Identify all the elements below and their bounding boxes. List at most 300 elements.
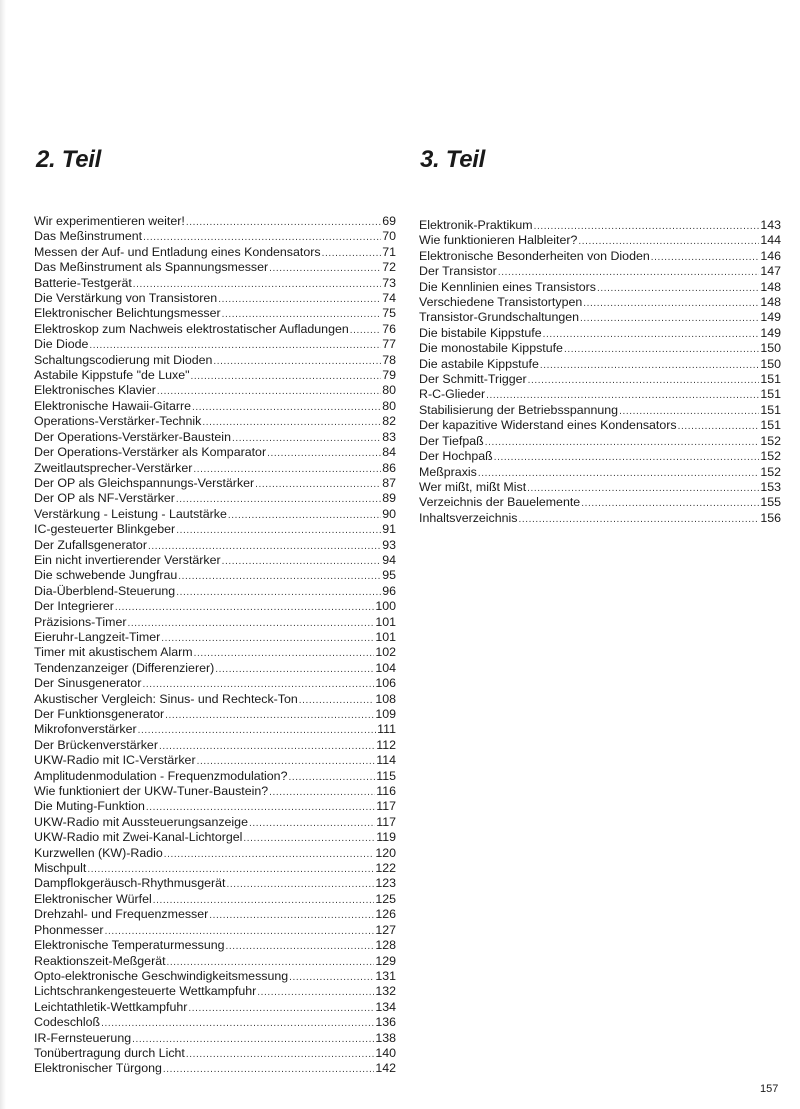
toc-entry-page: 155: [760, 495, 781, 510]
toc-entry: [34, 645, 396, 660]
toc-dot-leader: [157, 384, 381, 399]
toc-entry: [419, 372, 781, 387]
toc-dot-leader: [498, 265, 760, 280]
toc-entry: [419, 511, 781, 526]
toc-entry-page: 150: [760, 356, 781, 371]
toc-dot-leader: [580, 311, 759, 326]
toc-entry: [419, 418, 781, 433]
toc-entry: [34, 584, 396, 599]
toc-entry-title: Phonmesser: [34, 922, 104, 937]
toc-entry-page: 79: [382, 368, 396, 383]
toc-entry: [34, 984, 396, 999]
toc-entry-title: Der Schmitt-Trigger: [419, 372, 527, 387]
toc-entry: [419, 434, 781, 449]
toc-entry-page: 75: [382, 306, 396, 321]
toc-entry: [34, 214, 396, 229]
toc-entry-title: Dia-Überblend-Steuerung: [34, 583, 176, 598]
toc-entry: [34, 414, 396, 429]
toc-entry-page: 96: [382, 583, 396, 598]
toc-dot-leader: [288, 770, 375, 785]
toc-entry-page: 152: [760, 433, 781, 448]
toc-entry-title: Codeschloß: [34, 1015, 101, 1030]
toc-dot-leader: [164, 847, 375, 862]
toc-entry-page: 149: [760, 310, 781, 325]
toc-entry-title: Die astabile Kippstufe: [419, 356, 539, 371]
toc-entry-page: 143: [760, 218, 781, 232]
toc-dot-leader: [289, 970, 374, 985]
toc-entry-title: Reaktionszeit-Meßgerät: [34, 953, 166, 968]
toc-entry-title: Der Zufallsgenerator: [34, 537, 147, 552]
toc-entry-page: 120: [375, 845, 396, 860]
toc-entry: [419, 465, 781, 480]
toc-entry-title: Inhaltsverzeichnis: [419, 510, 518, 525]
toc-dot-leader: [249, 816, 375, 831]
toc-entry-title: Das Meßinstrument als Spannungsmesser: [34, 260, 269, 275]
toc-entry: [34, 1046, 396, 1061]
toc-entry-page: 134: [375, 999, 396, 1014]
toc-entry: [34, 1000, 396, 1015]
toc-entry: [34, 753, 396, 768]
toc-dot-leader: [651, 250, 760, 265]
toc-entry-page: 95: [382, 568, 396, 583]
part-3-title: 3. Teil: [420, 146, 486, 173]
toc-entry-page: 112: [376, 737, 396, 752]
toc-entry: [34, 322, 396, 337]
toc-entry: [34, 476, 396, 491]
toc-entry-title: Ein nicht invertierender Verstärker: [34, 552, 221, 567]
toc-entry: [419, 218, 781, 233]
toc-entry-page: 115: [376, 768, 396, 783]
toc-entry-title: Wir experimentieren weiter!: [34, 214, 185, 228]
toc-entry-title: Timer mit akustischem Alarm: [34, 645, 193, 660]
toc-entry: [34, 368, 396, 383]
toc-entry-page: 106: [375, 676, 396, 691]
toc-dot-leader: [178, 569, 381, 584]
toc-entry-title: Elektronischer Türgong: [34, 1061, 162, 1076]
toc-entry-title: UKW-Radio mit Zwei-Kanal-Lichtorgel: [34, 830, 243, 845]
toc-dot-leader: [528, 373, 760, 388]
toc-entry: [34, 461, 396, 476]
toc-entry-title: IC-gesteuerter Blinkgeber: [34, 522, 176, 537]
toc-dot-leader: [105, 924, 375, 939]
toc-entry: [34, 923, 396, 938]
toc-dot-leader: [167, 955, 375, 970]
toc-entry-page: 101: [375, 629, 396, 644]
toc-entry-page: 108: [375, 691, 396, 706]
toc-entry-title: Der OP als NF-Verstärker: [34, 491, 175, 506]
toc-dot-leader: [115, 600, 374, 615]
toc-entry-title: Verstärkung - Leistung - Lautstärke: [34, 506, 227, 521]
toc-dot-leader: [132, 1032, 374, 1047]
toc-entry-page: 90: [382, 506, 396, 521]
toc-entry-title: Wie funktionieren Halbleiter?: [419, 233, 578, 248]
toc-entry: [34, 815, 396, 830]
toc-entry-page: 126: [375, 907, 396, 922]
toc-entry: [419, 480, 781, 495]
toc-entry-title: Die Muting-Funktion: [34, 799, 145, 814]
toc-entry-page: 153: [760, 479, 781, 494]
toc-dot-leader: [255, 477, 381, 492]
toc-dot-leader: [299, 693, 375, 708]
toc-entry: [34, 861, 396, 876]
toc-entry: [34, 399, 396, 414]
toc-entry-page: 146: [760, 248, 781, 263]
toc-dot-leader: [161, 631, 374, 646]
toc-entry-title: Leichtathletik-Wettkampfuhr: [34, 999, 188, 1014]
toc-dot-leader: [143, 230, 381, 245]
toc-entry-title: Tendenzanzeiger (Differenzierer): [34, 660, 215, 675]
toc-entry-page: 77: [382, 337, 396, 352]
toc-dot-leader: [186, 1047, 374, 1062]
toc-entry: [34, 738, 396, 753]
toc-dot-leader: [322, 246, 382, 261]
toc-entry-title: Der Tiefpaß: [419, 433, 484, 448]
toc-entry-page: 140: [375, 1045, 396, 1060]
toc-entry-title: Elektronischer Belichtungsmesser: [34, 306, 221, 321]
toc-entry-page: 151: [760, 402, 781, 417]
toc-dot-leader: [486, 388, 759, 403]
toc-dot-leader: [163, 1062, 374, 1077]
toc-dot-leader: [267, 446, 381, 461]
toc-part-2: [34, 214, 396, 1077]
toc-dot-leader: [578, 234, 759, 249]
toc-dot-leader: [176, 523, 381, 538]
toc-entry: [34, 969, 396, 984]
toc-entry: [419, 495, 781, 510]
toc-entry-page: 74: [382, 291, 396, 306]
toc-entry-page: 117: [376, 814, 396, 829]
toc-entry: [34, 722, 396, 737]
toc-entry-page: 100: [375, 599, 396, 614]
toc-dot-leader: [159, 739, 375, 754]
toc-entry-title: Die bistabile Kippstufe: [419, 325, 542, 340]
toc-entry: [34, 553, 396, 568]
toc-entry-title: Schaltungscodierung mit Dioden: [34, 352, 213, 367]
toc-entry: [419, 403, 781, 418]
toc-dot-leader: [193, 462, 381, 477]
toc-dot-leader: [257, 985, 374, 1000]
toc-dot-leader: [232, 431, 381, 446]
toc-entry-page: 84: [382, 445, 396, 460]
toc-entry-page: 69: [382, 214, 396, 228]
toc-entry-page: 127: [375, 922, 396, 937]
toc-entry: [34, 445, 396, 460]
toc-entry-page: 123: [375, 876, 396, 891]
toc-dot-leader: [222, 554, 382, 569]
toc-entry: [34, 769, 396, 784]
toc-entry-title: UKW-Radio mit Aussteuerungsanzeige: [34, 814, 248, 829]
toc-dot-leader: [478, 466, 759, 481]
toc-dot-leader: [494, 450, 760, 465]
toc-dot-leader: [209, 908, 374, 923]
toc-dot-leader: [597, 281, 759, 296]
toc-entry-title: Stabilisierung der Betriebsspannung: [419, 402, 619, 417]
toc-dot-leader: [518, 512, 759, 527]
toc-dot-leader: [564, 342, 759, 357]
toc-entry-page: 80: [382, 398, 396, 413]
toc-entry: [34, 430, 396, 445]
toc-dot-leader: [133, 277, 381, 292]
toc-entry-title: Der Hochpaß: [419, 449, 493, 464]
toc-entry: [34, 507, 396, 522]
toc-entry-page: 156: [760, 510, 781, 525]
toc-entry-page: 151: [760, 372, 781, 387]
toc-entry: [34, 892, 396, 907]
toc-entry: [34, 954, 396, 969]
toc-entry-page: 76: [382, 321, 396, 336]
toc-entry: [34, 876, 396, 891]
toc-entry-title: Transistor-Grundschaltungen: [419, 310, 580, 325]
toc-entry-page: 150: [760, 341, 781, 356]
toc-dot-leader: [269, 785, 375, 800]
toc-dot-leader: [165, 708, 374, 723]
toc-entry-page: 73: [382, 275, 396, 290]
toc-dot-leader: [222, 307, 382, 322]
toc-entry-title: Der OP als Gleichspannungs-Verstärker: [34, 475, 255, 490]
toc-entry-title: Elektroskop zum Nachweis elektrostatischer Aufladungen: [34, 321, 349, 336]
toc-entry-page: 129: [375, 953, 396, 968]
toc-dot-leader: [192, 400, 381, 415]
toc-entry: [419, 295, 781, 310]
toc-entry: [34, 353, 396, 368]
toc-entry-page: 82: [382, 414, 396, 429]
toc-entry-title: Die schwebende Jungfrau: [34, 568, 178, 583]
toc-dot-leader: [527, 481, 759, 496]
toc-entry-title: Die monostabile Kippstufe: [419, 341, 563, 356]
toc-dot-leader: [142, 677, 374, 692]
toc-entry: [34, 615, 396, 630]
toc-entry-title: Wie funktioniert der UKW-Tuner-Baustein?: [34, 784, 269, 799]
toc-dot-leader: [350, 323, 381, 338]
toc-entry-title: Der Operations-Verstärker-Baustein: [34, 429, 231, 444]
toc-entry-page: 94: [382, 552, 396, 567]
toc-entry-title: Tonübertragung durch Licht: [34, 1045, 185, 1060]
toc-entry-page: 151: [760, 387, 781, 402]
toc-entry-page: 111: [377, 722, 396, 737]
toc-entry-title: Wer mißt, mißt Mist: [419, 479, 527, 494]
toc-entry-title: UKW-Radio mit IC-Verstärker: [34, 753, 196, 768]
toc-entry-page: 148: [760, 295, 781, 310]
toc-entry-title: Kurzwellen (KW)-Radio: [34, 845, 163, 860]
toc-dot-leader: [215, 662, 374, 677]
toc-dot-leader: [148, 539, 381, 554]
toc-entry: [419, 264, 781, 279]
toc-entry-page: 71: [382, 244, 396, 259]
toc-entry-title: Lichtschrankengesteuerte Wettkampfuhr: [34, 984, 257, 999]
toc-entry-title: Der Brückenverstärker: [34, 737, 158, 752]
toc-entry-page: 138: [375, 1030, 396, 1045]
toc-entry-page: 128: [375, 938, 396, 953]
toc-entry-title: Die Verstärkung von Transistoren: [34, 291, 218, 306]
toc-entry-page: 83: [382, 429, 396, 444]
toc-entry-page: 151: [760, 418, 781, 433]
toc-entry-title: Batterie-Testgerät: [34, 275, 132, 290]
part-2-title: 2. Teil: [36, 146, 102, 173]
toc-entry-title: Das Meßinstrument: [34, 229, 143, 244]
toc-entry-page: 116: [376, 784, 396, 799]
toc-entry: [34, 568, 396, 583]
toc-dot-leader: [87, 862, 374, 877]
toc-dot-leader: [583, 296, 759, 311]
toc-dot-leader: [186, 215, 381, 230]
toc-entry: [34, 707, 396, 722]
toc-entry-page: 117: [376, 799, 396, 814]
toc-entry-title: Die Kennlinien eines Transistors: [419, 279, 597, 294]
toc-entry-title: Der Integrierer: [34, 599, 114, 614]
toc-dot-leader: [101, 1016, 374, 1031]
toc-dot-leader: [153, 893, 375, 908]
toc-dot-leader: [619, 404, 759, 419]
toc-entry: [419, 357, 781, 372]
toc-entry-title: Dampflokgeräusch-Rhythmusgerät: [34, 876, 226, 891]
toc-entry-page: 136: [375, 1015, 396, 1030]
toc-dot-leader: [191, 369, 382, 384]
page-number: 157: [760, 1083, 779, 1095]
toc-entry: [34, 538, 396, 553]
page-binding-edge: [0, 0, 6, 1109]
toc-entry-page: 132: [375, 984, 396, 999]
toc-entry-page: 91: [382, 522, 396, 537]
toc-dot-leader: [243, 831, 375, 846]
toc-entry: [34, 630, 396, 645]
toc-dot-leader: [581, 496, 759, 511]
toc-entry: [419, 280, 781, 295]
toc-entry: [419, 233, 781, 248]
toc-entry-page: 125: [375, 891, 396, 906]
toc-entry-title: Mikrofonverstärker: [34, 722, 137, 737]
toc-entry: [34, 907, 396, 922]
toc-entry-title: Operations-Verstärker-Technik: [34, 414, 202, 429]
toc-entry-page: 104: [375, 660, 396, 675]
toc-entry-title: Amplitudenmodulation - Frequenzmodulation?: [34, 768, 288, 783]
toc-dot-leader: [202, 415, 381, 430]
toc-entry-page: 86: [382, 460, 396, 475]
toc-entry-title: Drehzahl- und Frequenzmesser: [34, 907, 209, 922]
toc-entry: [34, 676, 396, 691]
toc-entry-page: 80: [382, 383, 396, 398]
toc-entry-title: Elektronische Hawaii-Gitarre: [34, 398, 192, 413]
toc-dot-leader: [213, 354, 381, 369]
toc-dot-leader: [540, 358, 759, 373]
toc-entry-page: 144: [760, 233, 781, 248]
toc-entry-title: Elektronische Besonderheiten von Dioden: [419, 248, 650, 263]
toc-entry-page: 93: [382, 537, 396, 552]
toc-dot-leader: [194, 646, 375, 661]
toc-entry-page: 149: [760, 325, 781, 340]
toc-entry-title: Mischpult: [34, 861, 87, 876]
toc-entry-page: 148: [760, 279, 781, 294]
toc-entry-title: Der Funktionsgenerator: [34, 707, 165, 721]
toc-entry-title: Eieruhr-Langzeit-Timer: [34, 629, 161, 644]
toc-dot-leader: [226, 939, 375, 954]
toc-entry-title: IR-Fernsteuerung: [34, 1030, 132, 1045]
toc-entry: [419, 310, 781, 325]
toc-entry-title: Der kapazitive Widerstand eines Kondensators: [419, 418, 677, 433]
toc-dot-leader: [127, 616, 374, 631]
toc-entry-title: Verschiedene Transistortypen: [419, 295, 583, 310]
toc-entry: [34, 1061, 396, 1076]
toc-entry: [34, 784, 396, 799]
toc-entry-title: Elektronische Temperaturmessung: [34, 938, 225, 953]
toc-entry: [34, 522, 396, 537]
toc-dot-leader: [534, 219, 760, 234]
toc-entry-page: 89: [382, 491, 396, 506]
toc-entry-title: Der Operations-Verstärker als Komparator: [34, 445, 267, 460]
toc-entry-title: Verzeichnis der Bauelemente: [419, 495, 581, 510]
toc-entry: [34, 1015, 396, 1030]
toc-entry: [34, 306, 396, 321]
toc-dot-leader: [176, 492, 381, 507]
toc-dot-leader: [218, 292, 381, 307]
toc-entry-page: 114: [376, 753, 396, 768]
toc-dot-leader: [146, 800, 375, 815]
toc-entry-page: 122: [375, 861, 396, 876]
toc-dot-leader: [176, 585, 381, 600]
toc-entry-page: 102: [375, 645, 396, 660]
toc-entry-title: Elektronik-Praktikum: [419, 218, 533, 232]
toc-entry-title: Die Diode: [34, 337, 89, 352]
toc-dot-leader: [226, 877, 374, 892]
toc-dot-leader: [543, 327, 760, 342]
toc-entry: [34, 846, 396, 861]
toc-entry-title: Opto-elektronische Geschwindigkeitsmessung: [34, 968, 289, 983]
toc-entry-title: Der Transistor: [419, 264, 497, 279]
toc-entry: [419, 449, 781, 464]
toc-entry-page: 119: [376, 830, 396, 845]
toc-dot-leader: [678, 419, 760, 434]
toc-entry: [419, 341, 781, 356]
toc-entry: [34, 938, 396, 953]
toc-dot-leader: [197, 754, 376, 769]
toc-entry: [34, 291, 396, 306]
toc-entry: [34, 276, 396, 291]
toc-entry: [34, 799, 396, 814]
toc-entry: [34, 260, 396, 275]
toc-entry: [34, 661, 396, 676]
toc-entry: [419, 326, 781, 341]
toc-entry-page: 152: [760, 464, 781, 479]
toc-entry: [419, 249, 781, 264]
toc-entry: [34, 1031, 396, 1046]
toc-entry-page: 147: [760, 264, 781, 279]
toc-entry-title: Messen der Auf- und Entladung eines Kondensators: [34, 244, 321, 259]
toc-entry-page: 142: [375, 1061, 396, 1076]
toc-entry: [34, 830, 396, 845]
toc-entry: [34, 245, 396, 260]
toc-entry-page: 131: [375, 968, 396, 983]
toc-entry-page: 78: [382, 352, 396, 367]
toc-part-3: [419, 218, 781, 526]
toc-entry-page: 109: [375, 707, 396, 721]
toc-entry: [34, 337, 396, 352]
toc-entry-title: Meßpraxis: [419, 464, 477, 479]
toc-entry-title: Präzisions-Timer: [34, 614, 127, 629]
toc-dot-leader: [485, 435, 760, 450]
toc-entry-page: 101: [375, 614, 396, 629]
toc-entry: [34, 229, 396, 244]
toc-entry-title: Elektronischer Würfel: [34, 891, 152, 906]
toc-entry-title: Elektronisches Klavier: [34, 383, 156, 398]
toc-entry: [34, 383, 396, 398]
toc-entry-title: R-C-Glieder: [419, 387, 486, 402]
toc-dot-leader: [188, 1001, 374, 1016]
toc-entry-page: 152: [760, 449, 781, 464]
toc-entry-page: 70: [382, 229, 396, 244]
toc-entry: [34, 599, 396, 614]
toc-dot-leader: [89, 338, 381, 353]
toc-entry-page: 87: [382, 475, 396, 490]
toc-entry: [419, 387, 781, 402]
